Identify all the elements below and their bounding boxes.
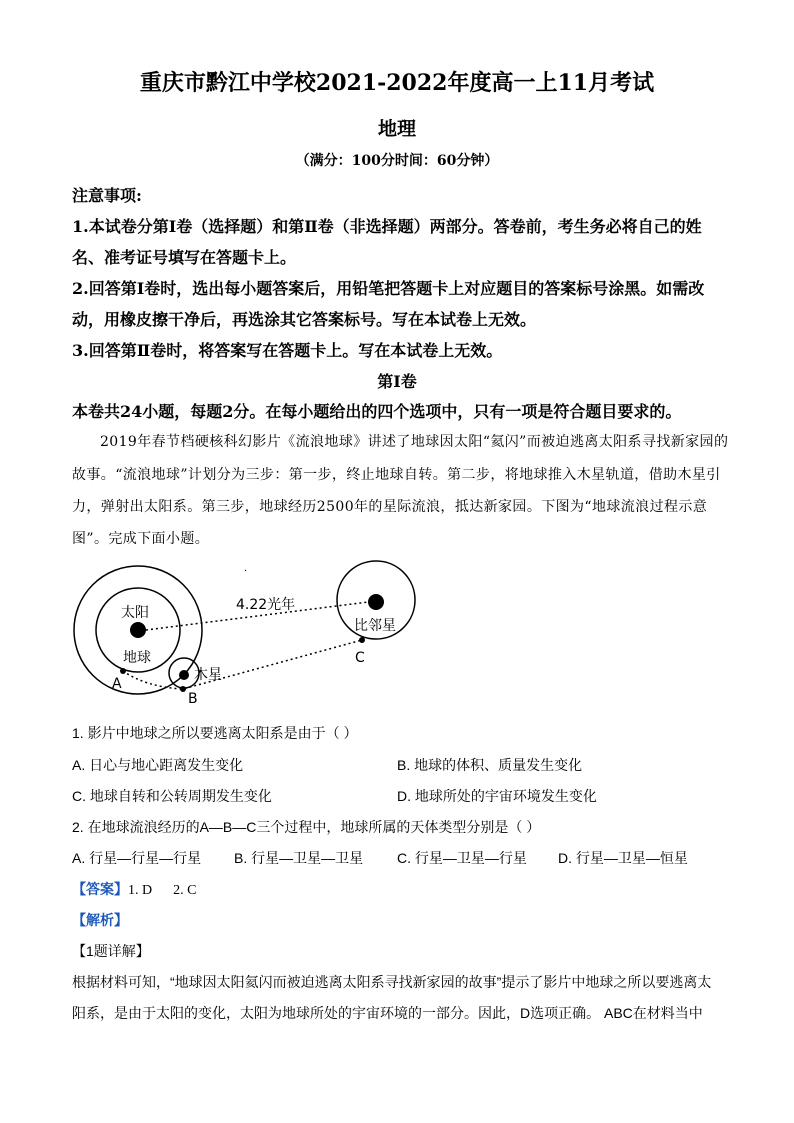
- question-1-option-d[interactable]: D. 地球所处的宇宙环境发生变化: [397, 788, 597, 804]
- question-1-option-a[interactable]: A. 日心与地心距离发生变化: [72, 757, 244, 773]
- exam-title: 重庆市黔江中学校2021-2022年度高一上11月考试: [139, 70, 655, 96]
- material-line-3: 力，弹射出太阳系。第三步，地球经历2500年的星际流浪，抵达新家园。下图为“地球流浪过程示意: [72, 499, 708, 515]
- material-line-1: 2019年春节档硬核科幻影片《流浪地球》讲述了地球因太阳“氦闪”而被迫逃离太阳系寻找新家园的: [100, 434, 729, 450]
- point-a-label: A: [112, 676, 122, 692]
- earth-label: 地球: [123, 650, 151, 666]
- notice-item-2-line-1: 2.回答第Ⅰ卷时，选出每小题答案后，用铅笔把答题卡上对应题目的答案标号涂黑。如需改: [72, 279, 705, 298]
- diagram-dot: .: [244, 563, 248, 574]
- answer-tag: 【答案】: [72, 883, 128, 898]
- sun-label: 太阳: [121, 605, 149, 621]
- question-1-stem: 1. 影片中地球之所以要逃离太阳系是由于（ ）: [72, 725, 358, 741]
- detail-tag: 【1题详解】: [72, 943, 150, 959]
- explanation-line-1: 根据材料可知，“地球因太阳氦闪而被迫逃离太阳系寻找新家园的故事”提示了影片中地球之所以要逃离太: [72, 974, 712, 990]
- answer-text: 1. D 2. C: [128, 883, 197, 898]
- proxima-dot: [368, 594, 384, 610]
- material-line-4: 图”。完成下面小题。: [72, 531, 210, 547]
- question-2-option-a[interactable]: A. 行星—行星—行星: [72, 850, 202, 866]
- question-2-option-c[interactable]: C. 行星—卫星—行星: [397, 850, 527, 866]
- explanation-line-2: 阳系，是由于太阳的变化，太阳为地球所处的宇宙环境的一部分。因此，D选项正确。 ABC在材料当中: [72, 1005, 703, 1021]
- section-intro: 本卷共24小题，每题2分。在每小题给出的四个选项中，只有一项是符合题目要求的。: [72, 402, 682, 421]
- jupiter-dot: [179, 670, 189, 680]
- notice-item-1-line-1: 1.本试卷分第Ⅰ卷（选择题）和第Ⅱ卷（非选择题）两部分。答卷前，考生务必将自己的姓: [72, 217, 702, 236]
- notice-item-2-line-2: 动，用橡皮擦干净后，再选涂其它答案标号。写在本试卷上无效。: [72, 310, 537, 329]
- distance-label: 4.22光年: [236, 597, 296, 613]
- question-2-stem: 2. 在地球流浪经历的A—B—C三个过程中，地球所属的天体类型分别是（ ）: [72, 819, 541, 835]
- sun-dot: [130, 622, 146, 638]
- answer-line: [72, 879, 196, 899]
- question-1-option-b[interactable]: B. 地球的体积、质量发生变化: [397, 757, 583, 773]
- proxima-label: 比邻星: [354, 618, 396, 634]
- point-b-label: B: [188, 691, 198, 707]
- question-2-option-b[interactable]: B. 行星—卫星—卫星: [234, 850, 364, 866]
- notice-item-3: 3.回答第Ⅱ卷时，将答案写在答题卡上。写在本试卷上无效。: [72, 341, 503, 360]
- earth-wandering-diagram: [66, 555, 446, 715]
- question-1-option-c[interactable]: C. 地球自转和公转周期发生变化: [72, 788, 272, 804]
- question-2-option-d[interactable]: D. 行星—卫星—恒星: [558, 850, 688, 866]
- subject-title: 地理: [377, 118, 416, 140]
- material-line-2: 故事。“流浪地球”计划分为三步：第一步，终止地球自转。第二步，将地球推入木星轨道，借助木星引: [72, 467, 721, 483]
- score-info: （满分：100分时间：60分钟）: [295, 153, 499, 169]
- point-c-label: C: [355, 650, 365, 666]
- jupiter-label: 木星: [194, 667, 222, 683]
- notice-heading: 注意事项:: [72, 186, 142, 205]
- wandering-path: [123, 640, 362, 689]
- notice-item-1-line-2: 名、准考证号填写在答题卡上。: [72, 248, 297, 267]
- section-title: 第Ⅰ卷: [377, 372, 417, 391]
- analysis-tag: 【解析】: [72, 913, 128, 929]
